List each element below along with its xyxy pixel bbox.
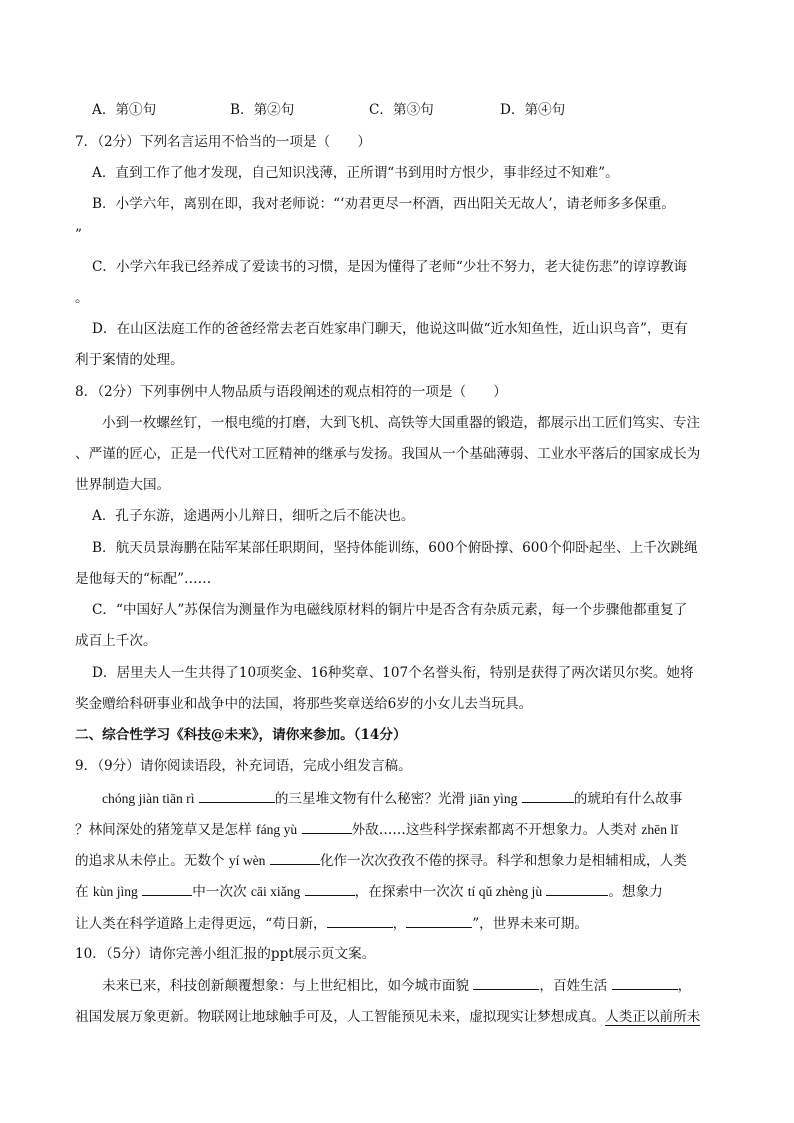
q9-text-11: 让人类在科学道路上走得更远，“苟日新， bbox=[75, 916, 327, 932]
q10-line-1 bbox=[102, 975, 691, 996]
q9-line-5 bbox=[75, 913, 588, 934]
section-2-heading: 二、综合性学习《科技@未来》，请你来参加。（14分） bbox=[75, 727, 407, 743]
q7-option-d-cont: 利于案情的处理。 bbox=[75, 352, 184, 368]
q9-text-4: 外敌……这些科学探索都离不开想象力。人类对 bbox=[351, 822, 637, 838]
q8-option-d-cont: 奖金赠给科研事业和战争中的法国，将那些奖章送给6岁的小女儿去当玩具。 bbox=[75, 696, 533, 712]
q9-blank-1[interactable] bbox=[199, 788, 275, 803]
q9-blank-3[interactable] bbox=[302, 819, 352, 834]
q9-blank-6[interactable] bbox=[305, 881, 355, 896]
q10-text-1: 未来已来，科技创新颠覆想象：与上世纪相比，如今城市面貌 bbox=[102, 978, 470, 994]
q9-pinyin-5: yí wèn bbox=[228, 853, 266, 868]
q9-text-13: ”，世界未来可期。 bbox=[472, 916, 588, 932]
q9-blank-8[interactable] bbox=[327, 913, 393, 928]
q9-blank-4[interactable] bbox=[270, 850, 320, 865]
q9-text-12: ， bbox=[392, 916, 407, 932]
q9-text-8: 中一次次 bbox=[192, 884, 247, 900]
q7-option-a: A．直到工作了他才发现，自己知识浅薄，正所谓“书到用时方恨少，事非经过不知难”。 bbox=[92, 165, 619, 181]
q10-underlined-text: 人类正以前所未 bbox=[605, 1009, 701, 1025]
q8-passage-line-3: 世界制造大国。 bbox=[75, 477, 171, 493]
q9-pinyin-7: cāi xiǎng bbox=[250, 884, 301, 899]
q8-option-d: D．居里夫人一生共得了10项奖金、16种奖章、107个名誉头衔，特别是获得了两次诺贝尔奖。她将 bbox=[92, 665, 694, 681]
q8-option-a: A．孔子东游，途遇两小儿辩日，细听之后不能决也。 bbox=[92, 508, 415, 524]
q8-option-b: B．航天员景海鹏在陆军某部任职期间，坚持体能训练，600个俯卧撑、600个仰卧起坐、上千次跳绳 bbox=[92, 540, 698, 556]
q9-text-6: 化作一次次孜孜不倦的探寻。科学和想象力是相辅相成，人类 bbox=[319, 853, 687, 869]
q9-text-5: 的追求从未停止。无数个 bbox=[75, 853, 225, 869]
q6-option-a: A．第①句 bbox=[92, 102, 157, 118]
q9-text-9: ，在探索中一次次 bbox=[354, 884, 464, 900]
q9-blank-7[interactable] bbox=[546, 881, 608, 896]
q7-option-b-cont: ” bbox=[75, 227, 82, 243]
q8-option-c-cont: 成百上千次。 bbox=[75, 633, 157, 649]
q9-line-4 bbox=[75, 881, 663, 902]
q9-pinyin-1: chóng jiàn tiān rì bbox=[102, 791, 195, 806]
q9-line-2 bbox=[75, 819, 678, 840]
q9-text-2: 的琥珀有什么故事 bbox=[573, 791, 683, 807]
q9-text-7: 在 bbox=[75, 884, 89, 900]
q9-pinyin-2: jiān yìng bbox=[469, 791, 518, 806]
q9-line-3 bbox=[75, 850, 687, 871]
q9-line-1 bbox=[102, 788, 683, 809]
q10-line-2 bbox=[75, 1007, 700, 1027]
q9-text-1: 的三星堆文物有什么秘密？光滑 bbox=[274, 791, 466, 807]
q9-blank-5[interactable] bbox=[142, 881, 192, 896]
q9-pinyin-6: kùn jìng bbox=[92, 884, 138, 899]
q8-passage-line-2: 、严谨的匠心，正是一代代对工匠精神的继承与发扬。我国从一个基础薄弱、工业水平落后的国家成长为 bbox=[75, 446, 701, 462]
q9-stem: 9．（9分）请你阅读语段，补充词语，完成小组发言稿。 bbox=[75, 758, 412, 774]
q8-option-b-cont: 是他每天的“标配”…… bbox=[75, 571, 212, 587]
q9-blank-2[interactable] bbox=[522, 788, 574, 803]
q9-text-3: ？林间深处的猪笼草又是怎样 bbox=[75, 822, 252, 838]
q7-stem: 7．（2分）下列名言运用不恰当的一项是（ ） bbox=[75, 134, 371, 150]
q8-option-c: C．“中国好人”苏保信为测量作为电磁线原材料的铜片中是否含有杂质元素，每一个步骤他都重复了 bbox=[92, 602, 688, 618]
q9-pinyin-4: zhēn lǐ bbox=[641, 822, 678, 837]
q10-text-3: ， bbox=[677, 978, 692, 994]
q10-text-4: 祖国发展万象更新。物联网让地球触手可及，人工智能预见未来，虚拟现实让梦想成真。 bbox=[75, 1009, 606, 1025]
q6-option-c: C．第③句 bbox=[369, 102, 434, 118]
q9-pinyin-8: tí qǔ zhèng jù bbox=[467, 884, 543, 899]
q6-option-d: D．第④句 bbox=[500, 102, 566, 118]
q10-stem: 10．（5分）请你完善小组汇报的ppt展示页文案。 bbox=[75, 946, 376, 962]
q9-blank-9[interactable] bbox=[406, 913, 472, 928]
q10-blank-2[interactable] bbox=[612, 975, 678, 990]
q6-option-b: B．第②句 bbox=[230, 102, 295, 118]
q10-text-2: ，百姓生活 bbox=[539, 978, 608, 994]
q8-stem: 8．（2分）下列事例中人物品质与语段阐述的观点相符的一项是（ ） bbox=[75, 384, 507, 400]
q7-option-b: B．小学六年，离别在即，我对老师说：“‘劝君更尽一杯酒，西出阳关无故人’，请老师多多保重。 bbox=[92, 196, 675, 212]
q10-blank-1[interactable] bbox=[473, 975, 539, 990]
q9-text-10: 。想象力 bbox=[608, 884, 663, 900]
q7-option-d: D．在山区法庭工作的爸爸经常去老百姓家串门聊天，他说这叫做“近水知鱼性，近山识鸟音”，更有 bbox=[92, 321, 688, 337]
q8-passage-line-1: 小到一枚螺丝钉，一根电缆的打磨，大到飞机、高铁等大国重器的锻造，都展示出工匠们笃实、专注 bbox=[102, 415, 701, 431]
q7-option-c: C．小学六年我已经养成了爱读书的习惯，是因为懂得了老师“少壮不努力，老大徒伤悲”的谆谆教诲 bbox=[92, 259, 688, 275]
q7-option-c-cont: 。 bbox=[75, 290, 89, 306]
q9-pinyin-3: fáng yù bbox=[256, 822, 298, 837]
